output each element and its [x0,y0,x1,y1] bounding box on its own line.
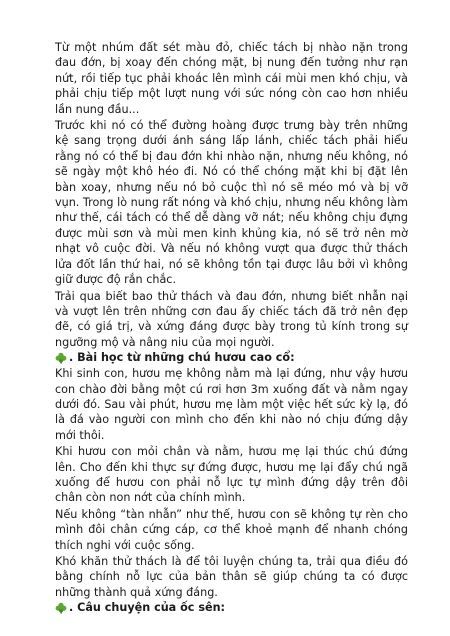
section-heading-snail [55,600,408,616]
paragraph-teacup-trials: Trước khi nó có thể đường hoàng được trưng bày trên những kệ sang trọng dưới ánh sáng lấp lánh, chiếc tách phải hiểu rằng nó có thể bị đau đớn khi nhào nặn, nhưng nếu không, nó sẽ ngày một khô héo đi. Nó có thể chóng mặt khi bị đặt lên bàn xoay, nhưng nếu nó bỏ cuộc thì nó sẽ méo mó và bị vỡ vụn. Trong lò nung rất nóng và khó chịu, nhưng nếu không làm như thế, cái tách có thể dễ dàng vỡ nát; nếu không chịu đựng được mùi sơn và mùi men kinh khủng kia, nó sẽ trở nên mờ nhạt vô cuộc đời. Và nếu nó không vượt qua được thử thách lửa đốt lần thứ hai, nó sẽ không tồn tại được lâu bởi vì không giữ được độ rắn chắc. [55,119,408,287]
paragraph-giraffe-lesson: Khó khăn thử thách là để tôi luyện chúng ta, trải qua điều đó bằng chính nỗ lực của bản thân sẽ giúp chúng ta có được những thành quả xứng đáng. [55,555,408,599]
clover-icon [55,602,67,614]
paragraph-teacup-process: Từ một nhúm đất sét màu đỏ, chiếc tách bị nhào nặn trong đau đớn, bị xoay đến chóng mặt, bị nung đến tưởng như rạn nứt, rồi tiếp tục phải khoác lên mình cái mùi men khó chịu, và phải chịu tiếp một lượt nung với sức nóng còn cao hơn nhiều lần nung đầu... [55,41,408,116]
section-heading-snail-text: . Câu chuyện của ốc sên: [69,601,226,615]
paragraph-giraffe-standing: Khi hươu con mỏi chân và nằm, hươu mẹ lại thúc chú đứng lên. Cho đến khi thực sự đứng được, hươu mẹ lại đẩy chú ngã xuống để hươu con phải nỗ lực tự mình đứng dậy trên đôi chân còn non nớt của chính mình. [55,445,408,505]
clover-icon [55,352,67,364]
section-heading-giraffe [55,350,408,366]
paragraph-giraffe-harsh: Nếu không “tàn nhẫn” như thế, hươu con sẽ không tự rèn cho mình đôi chân cứng cáp, cơ thể khoẻ mạnh để nhanh chóng thích nghi với cuộc sống. [55,507,408,552]
paragraph-teacup-conclusion: Trải qua biết bao thử thách và đau đớn, nhưng biết nhẫn nại và vượt lên trên những cơn đau ấy chiếc tách đã trở nên đẹp đẽ, có giá trị, và xứng đáng được bày trong tủ kính trong sự ngưỡng mộ và nâng niu của mọi người. [55,289,408,349]
paragraph-giraffe-birth: Khi sinh con, hươu mẹ không nằm mà lại đứng, như vậy hươu con chào đời bằng một cú rơi hơn 3m xuống đất và nằm ngay dưới đó. Sau vài phút, hươu mẹ làm một việc hết sức kỳ lạ, đó là đá vào người con mình cho đến khi nào nó chịu đứng dậy mới thôi. [55,367,408,442]
section-heading-giraffe-text: . Bài học từ những chú hươu cao cổ: [69,351,295,365]
